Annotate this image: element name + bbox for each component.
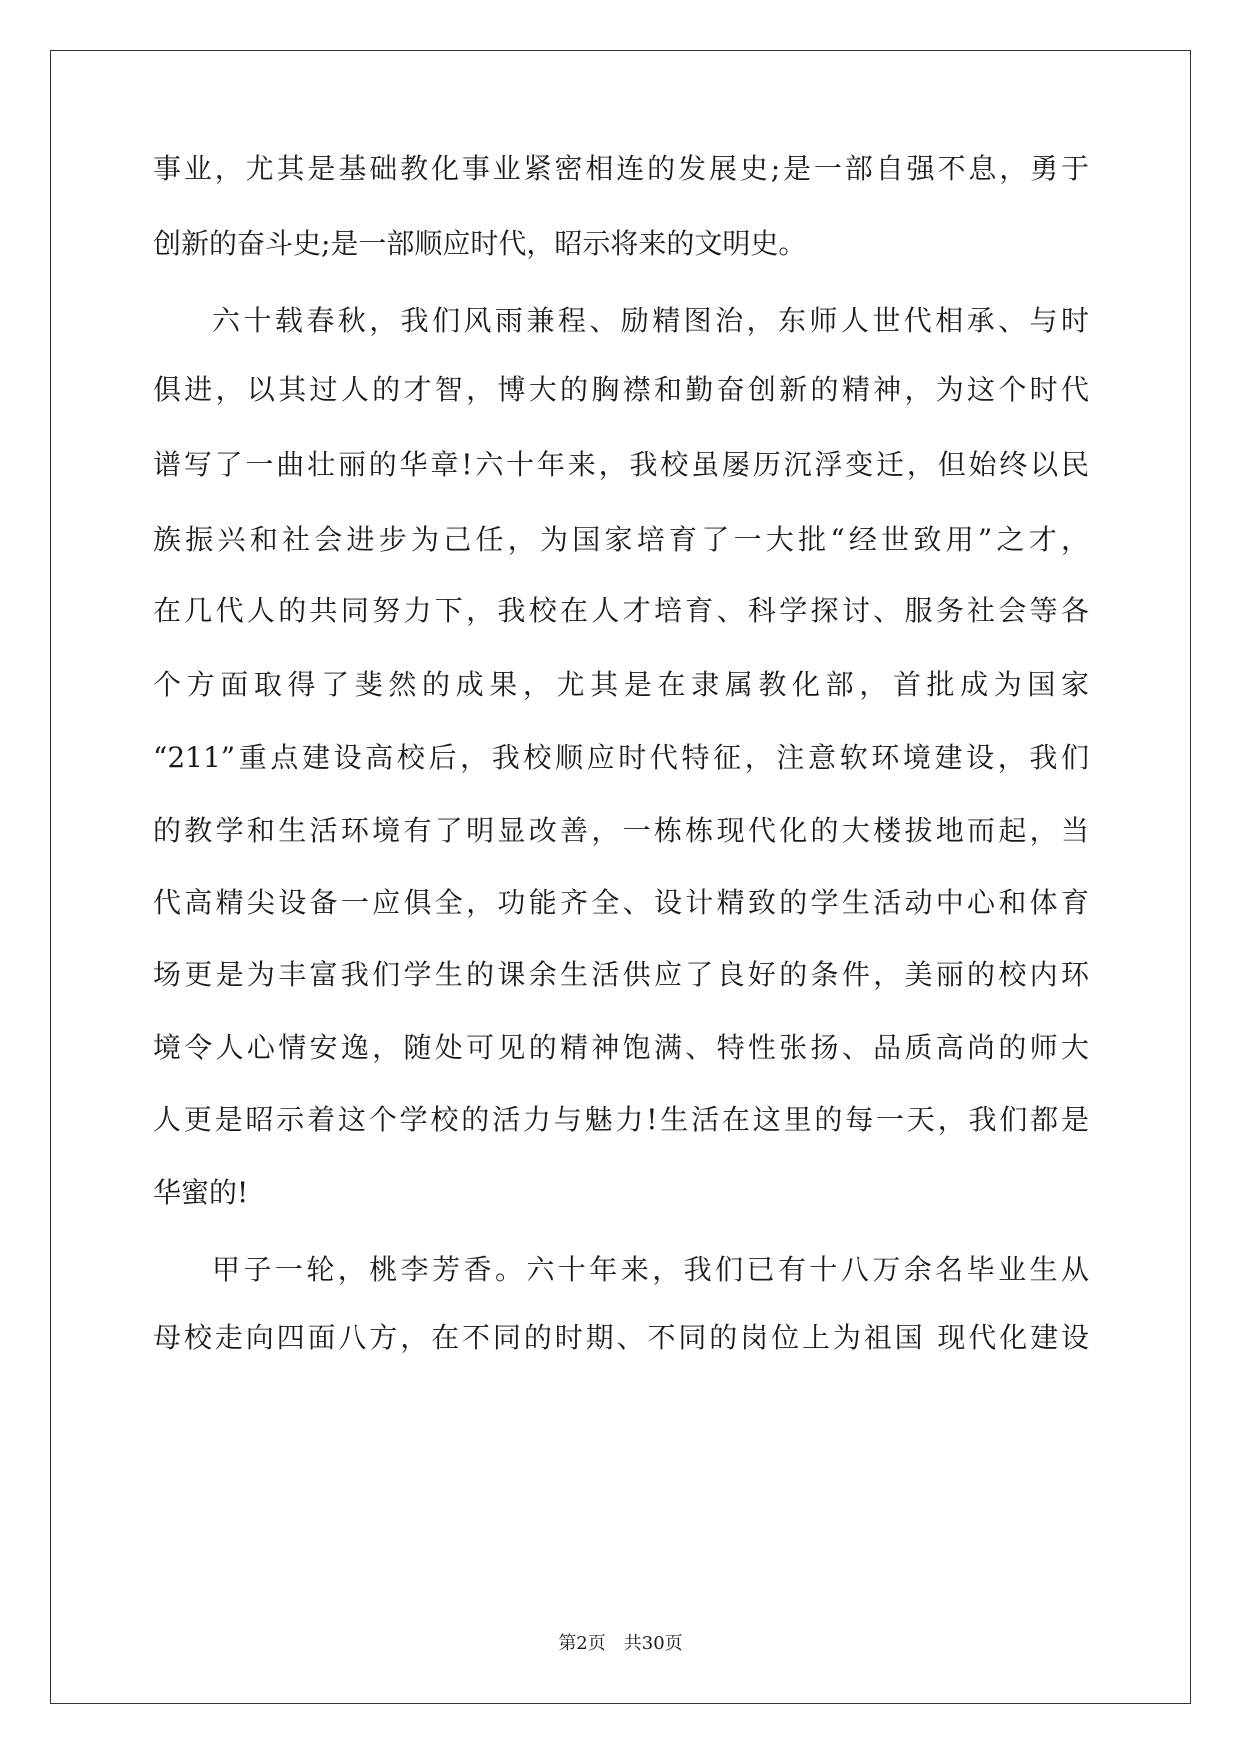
text-line: 境令人心情安逸，随处可见的精神饱满、特性张扬、品质高尚的师大 <box>153 1031 1089 1064</box>
text-line: 母校走向四面八方，在不同的时期、不同的岗位上为祖国 现代化建设 <box>153 1321 1089 1354</box>
paragraph-start-line: 甲子一轮，桃李芳香。六十年来，我们已有十八万余名毕业生从 <box>212 1253 1089 1286</box>
text-line: 族振兴和社会进步为己任，为国家培育了一大批“经世致用”之才， <box>153 523 1089 556</box>
page-total: 共30页 <box>623 1633 683 1654</box>
text-line: 的教学和生活环境有了明显改善，一栋栋现代化的大楼拔地而起，当 <box>153 814 1089 847</box>
text-line: 代高精尖设备一应俱全，功能齐全、设计精致的学生活动中心和体育 <box>153 886 1089 919</box>
text-line: 创新的奋斗史;是一部顺应时代，昭示将来的文明史。 <box>153 227 807 260</box>
text-line: 俱进，以其过人的才智，博大的胸襟和勤奋创新的精神，为这个时代 <box>153 373 1089 406</box>
text-line: 事业，尤其是基础教化事业紧密相连的发展史;是一部自强不息，勇于 <box>153 152 1089 185</box>
text-line: “211”重点建设高校后，我校顺应时代特征，注意软环境建设，我们 <box>153 741 1089 774</box>
text-line: 在几代人的共同努力下，我校在人才培育、科学探讨、服务社会等各 <box>153 594 1089 627</box>
page-footer <box>0 1632 1241 1656</box>
page-number: 第2页 <box>558 1633 606 1654</box>
text-line: 华蜜的! <box>153 1176 249 1209</box>
text-line: 人更是昭示着这个学校的活力与魅力!生活在这里的每一天，我们都是 <box>153 1103 1089 1136</box>
page-border <box>50 50 1191 1704</box>
text-line: 谱写了一曲壮丽的华章!六十年来，我校虽屡历沉浮变迁，但始终以民 <box>153 448 1089 481</box>
text-line: 个方面取得了斐然的成果，尤其是在隶属教化部，首批成为国家 <box>153 668 1089 701</box>
paragraph-start-line: 六十载春秋，我们风雨兼程、励精图治，东师人世代相承、与时 <box>212 304 1089 337</box>
text-line: 场更是为丰富我们学生的课余生活供应了良好的条件，美丽的校内环 <box>153 958 1089 991</box>
